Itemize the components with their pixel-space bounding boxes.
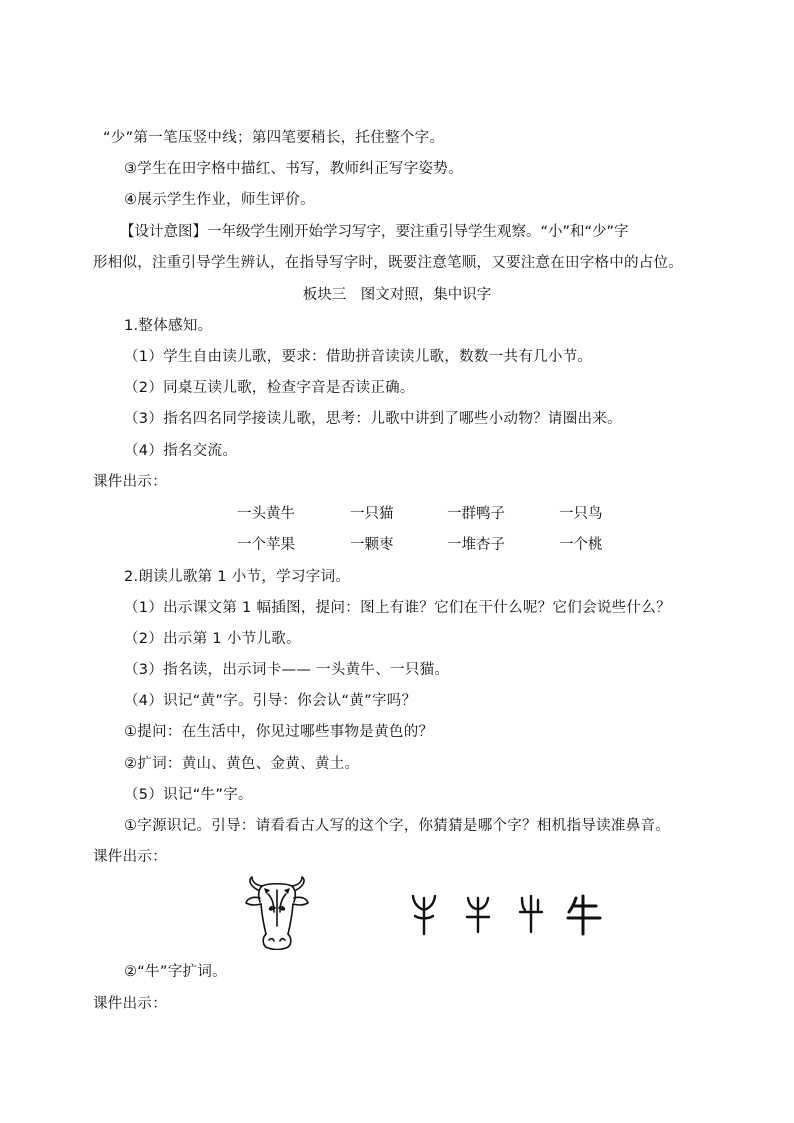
- word-card: 一颗枣: [350, 537, 394, 553]
- word-card: 一头黄牛: [237, 506, 295, 522]
- paragraph-line: ②“牛”字扩词。: [124, 964, 227, 980]
- paragraph-line: ②扩词：黄山、黄色、金黄、黄土。: [124, 756, 360, 772]
- paragraph-line: （4）识记“黄”字。引导：你会认“黄”字吗？: [124, 693, 417, 709]
- paragraph-line: （5）识记“牛”字。: [124, 787, 253, 803]
- word-card: 一堆杏子: [447, 537, 505, 553]
- paragraph-line: （1）学生自由读儿歌，要求：借助拼音读读儿歌，数数一共有几小节。: [124, 349, 593, 365]
- paragraph-line: ③学生在田字格中描红、书写，教师纠正写字姿势。: [124, 161, 463, 177]
- paragraph-line: “少”第一笔压竖中线；第四笔要稍长，托住整个字。: [103, 130, 445, 146]
- section-heading: 板块三 图文对照，集中识字: [302, 287, 492, 303]
- paragraph-line: ①字源识记。引导：请看看古人写的这个字，你猜猜是哪个字？相机指导读准鼻音。: [124, 818, 671, 834]
- paragraph-line: （1）出示课文第 1 幅插图，提问：图上有谁？它们在干什么呢？它们会说些什么？: [124, 600, 671, 616]
- word-card: 一个苹果: [237, 537, 295, 553]
- paragraph-line: 2.朗读儿歌第 1 小节，学习字词。: [124, 569, 351, 585]
- paragraph-line: 形相似，注重引导学生辨认，在指导写字时，既要注意笔顺，又要注意在田字格中的占位。: [93, 255, 683, 271]
- courseware-label: 课件出示：: [93, 849, 167, 865]
- paragraph-line: （3）指名四名同学接读儿歌，思考：儿歌中讲到了哪些小动物？请圈出来。: [124, 411, 622, 427]
- paragraph-line: （2）出示第 1 小节儿歌。: [124, 631, 301, 647]
- seal-niu-icon: [516, 892, 544, 936]
- word-card: 一群鸭子: [447, 506, 505, 522]
- word-card: 一个桃: [559, 537, 603, 553]
- paragraph-line: （2）同桌互读儿歌，检查字音是否读正确。: [124, 380, 415, 396]
- paragraph-line: 1.整体感知。: [124, 318, 213, 334]
- ox-head-icon: [244, 876, 310, 950]
- courseware-label: 课件出示：: [93, 474, 167, 490]
- paragraph-line: （3）指名读，出示词卡—— 一头黄牛、一只猫。: [124, 662, 450, 678]
- courseware-label: 课件出示：: [93, 996, 167, 1012]
- oracle-bone-niu-icon: [410, 892, 438, 936]
- paragraph-line: 【设计意图】一年级学生刚开始学习写字，要注重引导学生观察。“小”和“少”字: [120, 224, 629, 240]
- paragraph-line: （4）指名交流。: [124, 443, 238, 459]
- design-intent-line1: [120, 222, 720, 242]
- word-card: 一只猫: [350, 506, 394, 522]
- paragraph-line: ④展示学生作业，师生评价。: [124, 192, 315, 208]
- bronze-niu-icon: [464, 892, 492, 936]
- regular-niu-icon: [566, 892, 602, 936]
- word-card: 一只鸟: [559, 506, 603, 522]
- paragraph-line: ①提问：在生活中，你见过哪些事物是黄色的？: [124, 724, 434, 740]
